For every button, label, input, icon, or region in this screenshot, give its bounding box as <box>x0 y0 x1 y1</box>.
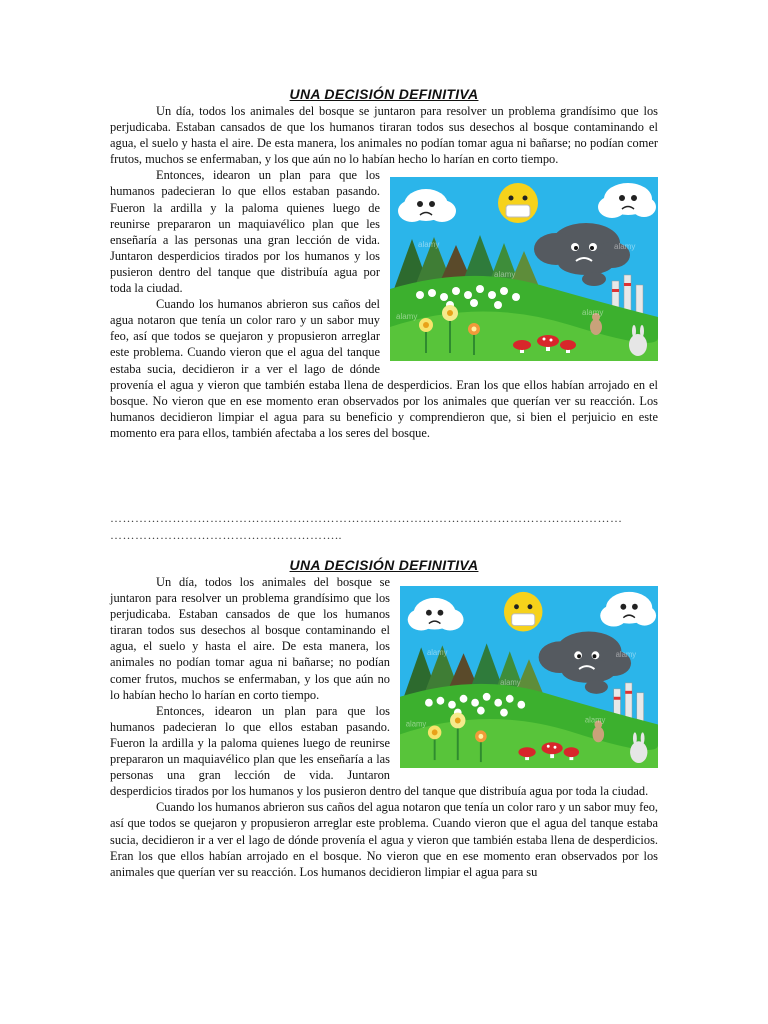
sick-sun-icon <box>498 183 538 223</box>
paragraph-3: Cuando los humanos abrieron sus caños del agua notaron que tenía un color raro y un sabor muy feo, así que todos se quejaron y propusieron arreglar este problema. Cuando vieron que el agua del tanque estaba sucia, decidieron ir a ver el lago de dónde provenía el agua y vieron que también estaba llena de desperdicios. Eran los que ellos habían arrojado en el bosque. No vieron que en ese momento eran observados por los animales que querían ver su reacción. Los humanos decidieron limpiar el agua para su <box>110 800 658 879</box>
watermark-text: alamy <box>614 242 636 252</box>
dotted-separator-short: ……………………………………………….. <box>110 528 342 542</box>
paragraph-3: Cuando los humanos abrieron sus caños del agua notaron que tenía un color raro y un sabor muy feo, así que todos se quejaron y propusieron arreglar este problema. Cuando vieron que el agua del tanque estaba sucia, decidieron ir a ver el lago de dónde provenía el agua y vieron que también estaba llena de desperdicios. Eran los que ellos habían arrojado en el bosque. No vieron que en ese momento eran observados por los animales que querían ver su reacción. Los humanos decidieron limpiar el agua para su beneficio y comprendieron que, si bien el perjuicio en este momento era para ellos, también afectaba a los seres del bosque. <box>110 297 658 440</box>
watermark-text: alamy <box>418 240 440 250</box>
watermark-text: alamy <box>615 650 637 660</box>
watermark-text: alamy <box>500 677 521 687</box>
watermark-text: alamy <box>494 270 516 280</box>
sick-sun-icon <box>504 592 543 632</box>
pollution-illustration <box>390 177 658 361</box>
pollution-illustration <box>400 586 658 768</box>
paragraph-1: Un día, todos los animales del bosque se juntaron para resolver un problema grandísimo que los perjudicaba. Estaban cansados de que los humanos tiraran todos sus desechos al bosque contaminando el agua, el suelo y hasta el aire. De esta manera, los animales no podían tomar agua ni bañarse; no podían comer frutos, muchos se enfermaban, y los que aún no lo habían hecho lo harían en corto tiempo. <box>110 575 390 702</box>
paragraph-1: Un día, todos los animales del bosque se juntaron para resolver un problema grandísimo que los perjudicaba. Estaban cansados de que los humanos tiraran todos sus desechos al bosque contaminando el agua, el suelo y hasta el aire. De esta manera, los animales no podían tomar agua ni bañarse; no podían comer frutos, muchos se enfermaban, y los que aún no lo habían hecho lo harían en corto tiempo. <box>110 104 658 167</box>
watermark-text: alamy <box>584 715 606 725</box>
watermark-text: alamy <box>582 308 604 318</box>
story-section-1 <box>110 86 658 441</box>
story-section-2 <box>110 557 658 880</box>
watermark-text: alamy <box>405 719 427 729</box>
story-title: UNA DECISIÓN DEFINITIVA <box>289 86 479 102</box>
story-title: UNA DECISIÓN DEFINITIVA <box>289 557 479 573</box>
watermark-text: alamy <box>396 312 418 322</box>
dotted-separator: …………………………………………………………………………………………………………… <box>110 511 623 525</box>
watermark-text: alamy <box>426 648 448 658</box>
paragraph-2: Entonces, idearon un plan para que los humanos padecieran lo que ellos estaban pasando. Fueron la ardilla y la paloma quienes luego de reunirse prepararon un maquiavélico plan que les enseñaría a las personas una gran lección de vida. Juntaron desperdicios tirados por los humanos y los pusieron dentro del tanque que distribuía agua por toda la ciudad. <box>110 168 380 296</box>
paragraph-2: Entonces, idearon un plan para que los humanos padecieran lo que ellos estaban pasando. Fueron la ardilla y la paloma quienes luego de reunirse prepararon un maquiavélico plan que les enseñaría a las personas una gran lección de vida. Juntaron desperdicios tirados por los humanos y los pusieron dentro del tanque que distribuía agua por toda la ciudad. <box>110 703 649 799</box>
